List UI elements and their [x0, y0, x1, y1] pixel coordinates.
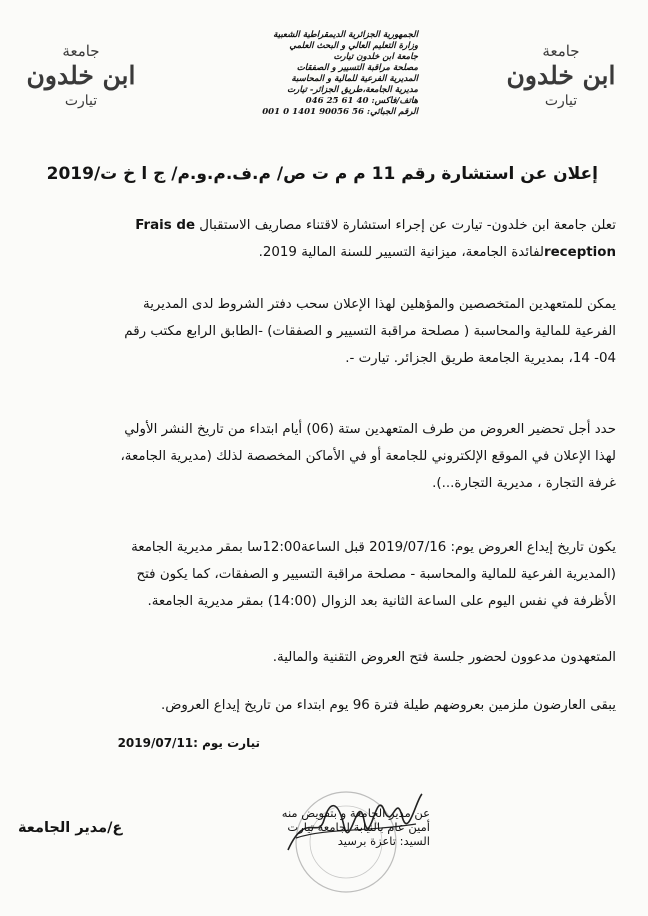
university-logo-left — [26, 42, 136, 132]
header-line: هاتف/فاكس: 40 61 25 046 — [305, 96, 418, 106]
paragraph-line: حدد أجل تحضير العروض من طرف المتعهدين ستة (06) أيام ابتداء من تاريخ النشر الأولي — [124, 422, 616, 437]
logo-line-3: تيارت — [544, 93, 578, 109]
announcement-title: إعلان عن استشارة رقم 11 م م ت ص/ م.ف.م.و.م/ ج ا خ ت/2019 — [46, 164, 598, 184]
paragraph-line: غرفة التجارة ، مديرية التجارة...). — [432, 476, 616, 491]
paragraph-validity — [48, 692, 616, 719]
paragraph-line: الفرعية للمالية والمحاسبة ( مصلحة مراقبة التسيير و الصفقات) -الطابق الرابع مكتب رقم — [124, 324, 616, 339]
header-line: مصلحة مراقبة التسيير و الصفقات — [296, 63, 418, 73]
paragraph-line: يبقى العارضون ملزمين بعروضهم طيلة فترة 96 يوم ابتداء من تاريخ إيداع العروض. — [160, 698, 616, 713]
university-logo-right — [506, 42, 616, 132]
stamp-caption — [282, 806, 430, 848]
institution-header — [228, 30, 418, 118]
paragraph-invitation — [48, 644, 616, 671]
logo-line-2: ابن خلدون — [506, 61, 616, 90]
paragraph-line: يمكن للمتعهدين المتخصصين والمؤهلين لهذا الإعلان سحب دفتر الشروط لدى المديرية — [143, 297, 616, 312]
signer-title: ع/مدير الجامعة — [18, 820, 123, 836]
paragraph-specifications — [48, 291, 616, 372]
paragraph-line — [48, 212, 616, 239]
paragraph-consultation — [48, 212, 616, 266]
header-line: الرقم الجبائي: 56 90056 1401 0 001 — [262, 107, 418, 117]
paragraph-line — [48, 239, 616, 266]
paragraph-keyword: Frais de — [135, 218, 196, 233]
paragraph-line: (المديرية الفرعية للمالية والمحاسبة - مصلحة مراقبة التسيير و الصفقات، كما يكون فتح — [136, 567, 616, 582]
logo-line-1: جامعة — [62, 42, 100, 60]
stamp-line: عن مدير الجامعة و بتفويض منه — [281, 806, 430, 820]
logo-line-1: جامعة — [542, 42, 580, 60]
header-line: جامعة ابن خلدون تيارت — [333, 52, 418, 62]
header-line: مديرية الجامعة،طريق الجزائر- تيارت — [287, 85, 418, 95]
logo-line-3: تيارت — [64, 93, 98, 109]
stamp-line: السيد: تاعزة برسيد — [337, 834, 430, 848]
paragraph-text: لفائدة الجامعة، ميزانية التسيير للسنة المالية 2019. — [258, 245, 544, 260]
logo-line-2: ابن خلدون — [26, 61, 136, 90]
paragraph-submission — [48, 534, 616, 615]
paragraph-text: تعلن جامعة ابن خلدون- تيارت عن إجراء استشارة لاقتناء مصاريف الاستقبال — [195, 218, 616, 233]
paragraph-line: الأظرفة في نفس اليوم على الساعة الثانية بعد الزوال (14:00) بمقر مديرية الجامعة. — [147, 594, 616, 609]
paragraph-deadline — [48, 416, 616, 497]
paragraph-line: يكون تاريخ إيداع العروض يوم: 2019/07/16 قبل الساعة12:00سا بمقر مديرية الجامعة — [131, 540, 616, 555]
issue-date: تيارت يوم :2019/07/11 — [117, 736, 260, 750]
header-line: المديرية الفرعية للمالية و المحاسبة — [291, 74, 418, 84]
header-line: الجمهورية الجزائرية الديمقراطية الشعبية — [273, 30, 418, 40]
paragraph-line: 04- 14، بمديرية الجامعة طريق الجزائر. تيارت -. — [345, 351, 616, 366]
paragraph-line: المتعهدون مدعوون لحضور جلسة فتح العروض التقنية والمالية. — [272, 650, 616, 665]
paragraph-keyword: reception — [543, 245, 616, 260]
paragraph-line: لهذا الإعلان في الموقع الإلكتروني للجامعة أو في الأماكن المخصصة لذلك (مديرية الجامعة، — [120, 449, 616, 464]
stamp-line: أمين عام بالنيابة لجامعة تيارت — [287, 820, 430, 834]
header-line: وزارة التعليم العالي و البحث العلمي — [289, 41, 418, 51]
